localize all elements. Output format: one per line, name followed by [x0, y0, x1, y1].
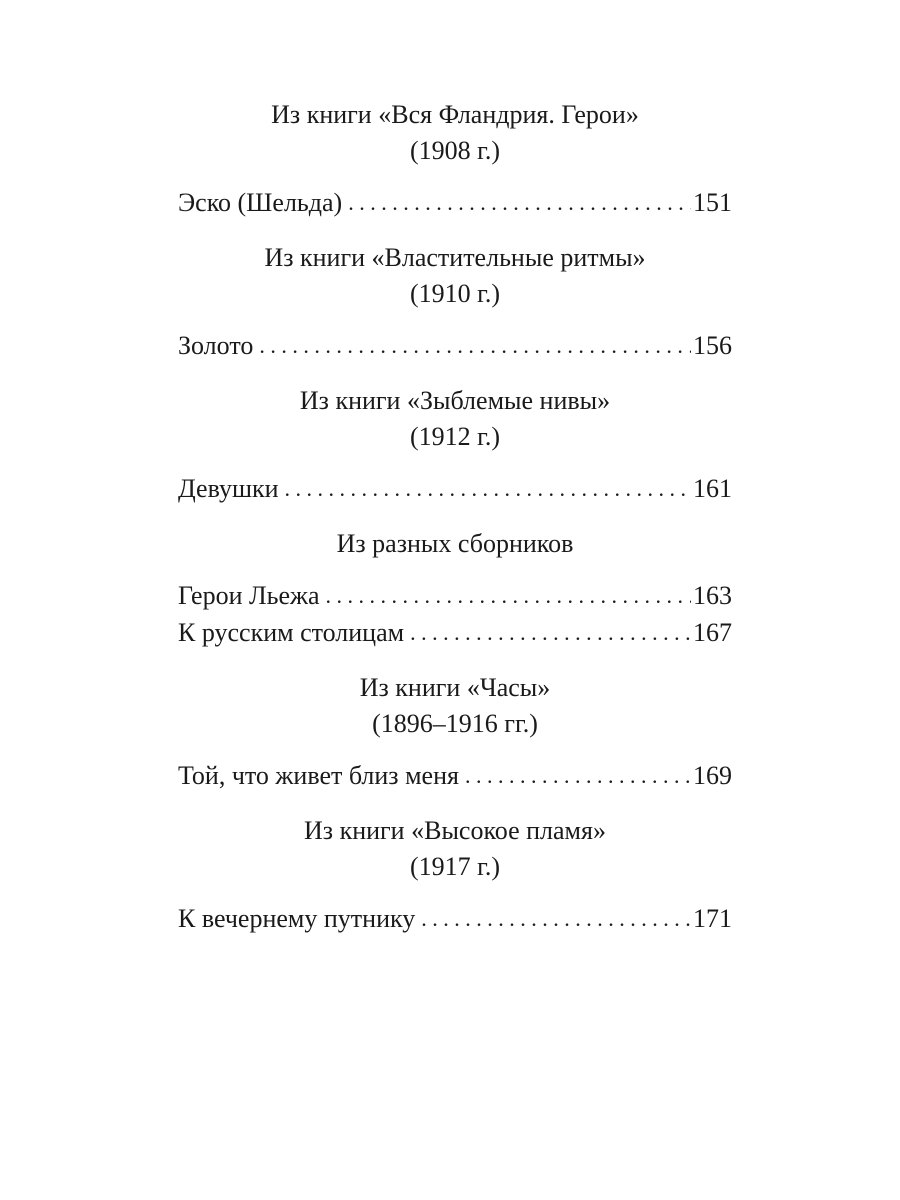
- section-title: Из книги «Зыблемые нивы»: [299, 386, 611, 415]
- entry-title: Той, что живет близ меня: [178, 761, 459, 790]
- section-year: (1912 г.): [409, 422, 501, 451]
- toc-section: [178, 526, 732, 652]
- dot-leader: [348, 184, 691, 221]
- section-year: (1908 г.): [409, 136, 501, 165]
- toc-section: [178, 97, 732, 222]
- toc-entry[interactable]: [178, 901, 732, 938]
- entry-page-number: 169: [693, 761, 732, 790]
- entry-title: Эско (Шельда): [178, 188, 343, 217]
- entry-title: Золото: [178, 331, 254, 360]
- toc-entry[interactable]: [178, 615, 732, 652]
- section-year: (1896–1916 гг.): [372, 709, 538, 738]
- toc-entry[interactable]: [178, 471, 732, 508]
- section-heading: [178, 670, 732, 742]
- entry-page-number: 156: [693, 331, 732, 360]
- entry-page-number: 151: [693, 188, 732, 217]
- entry-title: Девушки: [178, 474, 279, 503]
- toc-entry[interactable]: [178, 185, 732, 222]
- section-title: Из разных сборников: [336, 529, 574, 558]
- section-title: Из книги «Вся Фландрия. Герои»: [271, 100, 639, 129]
- dot-leader: [326, 577, 691, 614]
- table-of-contents: [178, 97, 732, 938]
- entry-title: К вечернему путнику: [178, 904, 416, 933]
- section-heading: [178, 240, 732, 312]
- dot-leader: [285, 470, 691, 507]
- toc-entry[interactable]: [178, 578, 732, 615]
- section-title: Из книги «Часы»: [359, 673, 551, 702]
- section-heading: [178, 813, 732, 885]
- toc-section: [178, 813, 732, 938]
- entry-title: Герои Льежа: [178, 581, 320, 610]
- section-heading: [178, 526, 732, 562]
- section-title: Из книги «Высокое пламя»: [304, 816, 606, 845]
- entry-title: К русским столицам: [178, 618, 405, 647]
- entry-page-number: 171: [693, 904, 732, 933]
- section-heading: [178, 383, 732, 455]
- toc-section: [178, 240, 732, 365]
- section-title: Из книги «Властительные ритмы»: [264, 243, 646, 272]
- dot-leader: [465, 757, 691, 794]
- dot-leader: [421, 900, 691, 937]
- dot-leader: [259, 327, 691, 364]
- toc-section: [178, 383, 732, 508]
- section-year: (1910 г.): [409, 279, 501, 308]
- toc-entry[interactable]: [178, 758, 732, 795]
- section-heading: [178, 97, 732, 169]
- toc-section: [178, 670, 732, 795]
- dot-leader: [410, 614, 691, 651]
- entry-page-number: 167: [693, 618, 732, 647]
- entry-page-number: 163: [693, 581, 732, 610]
- section-year: (1917 г.): [409, 852, 501, 881]
- toc-entry[interactable]: [178, 328, 732, 365]
- entry-page-number: 161: [693, 474, 732, 503]
